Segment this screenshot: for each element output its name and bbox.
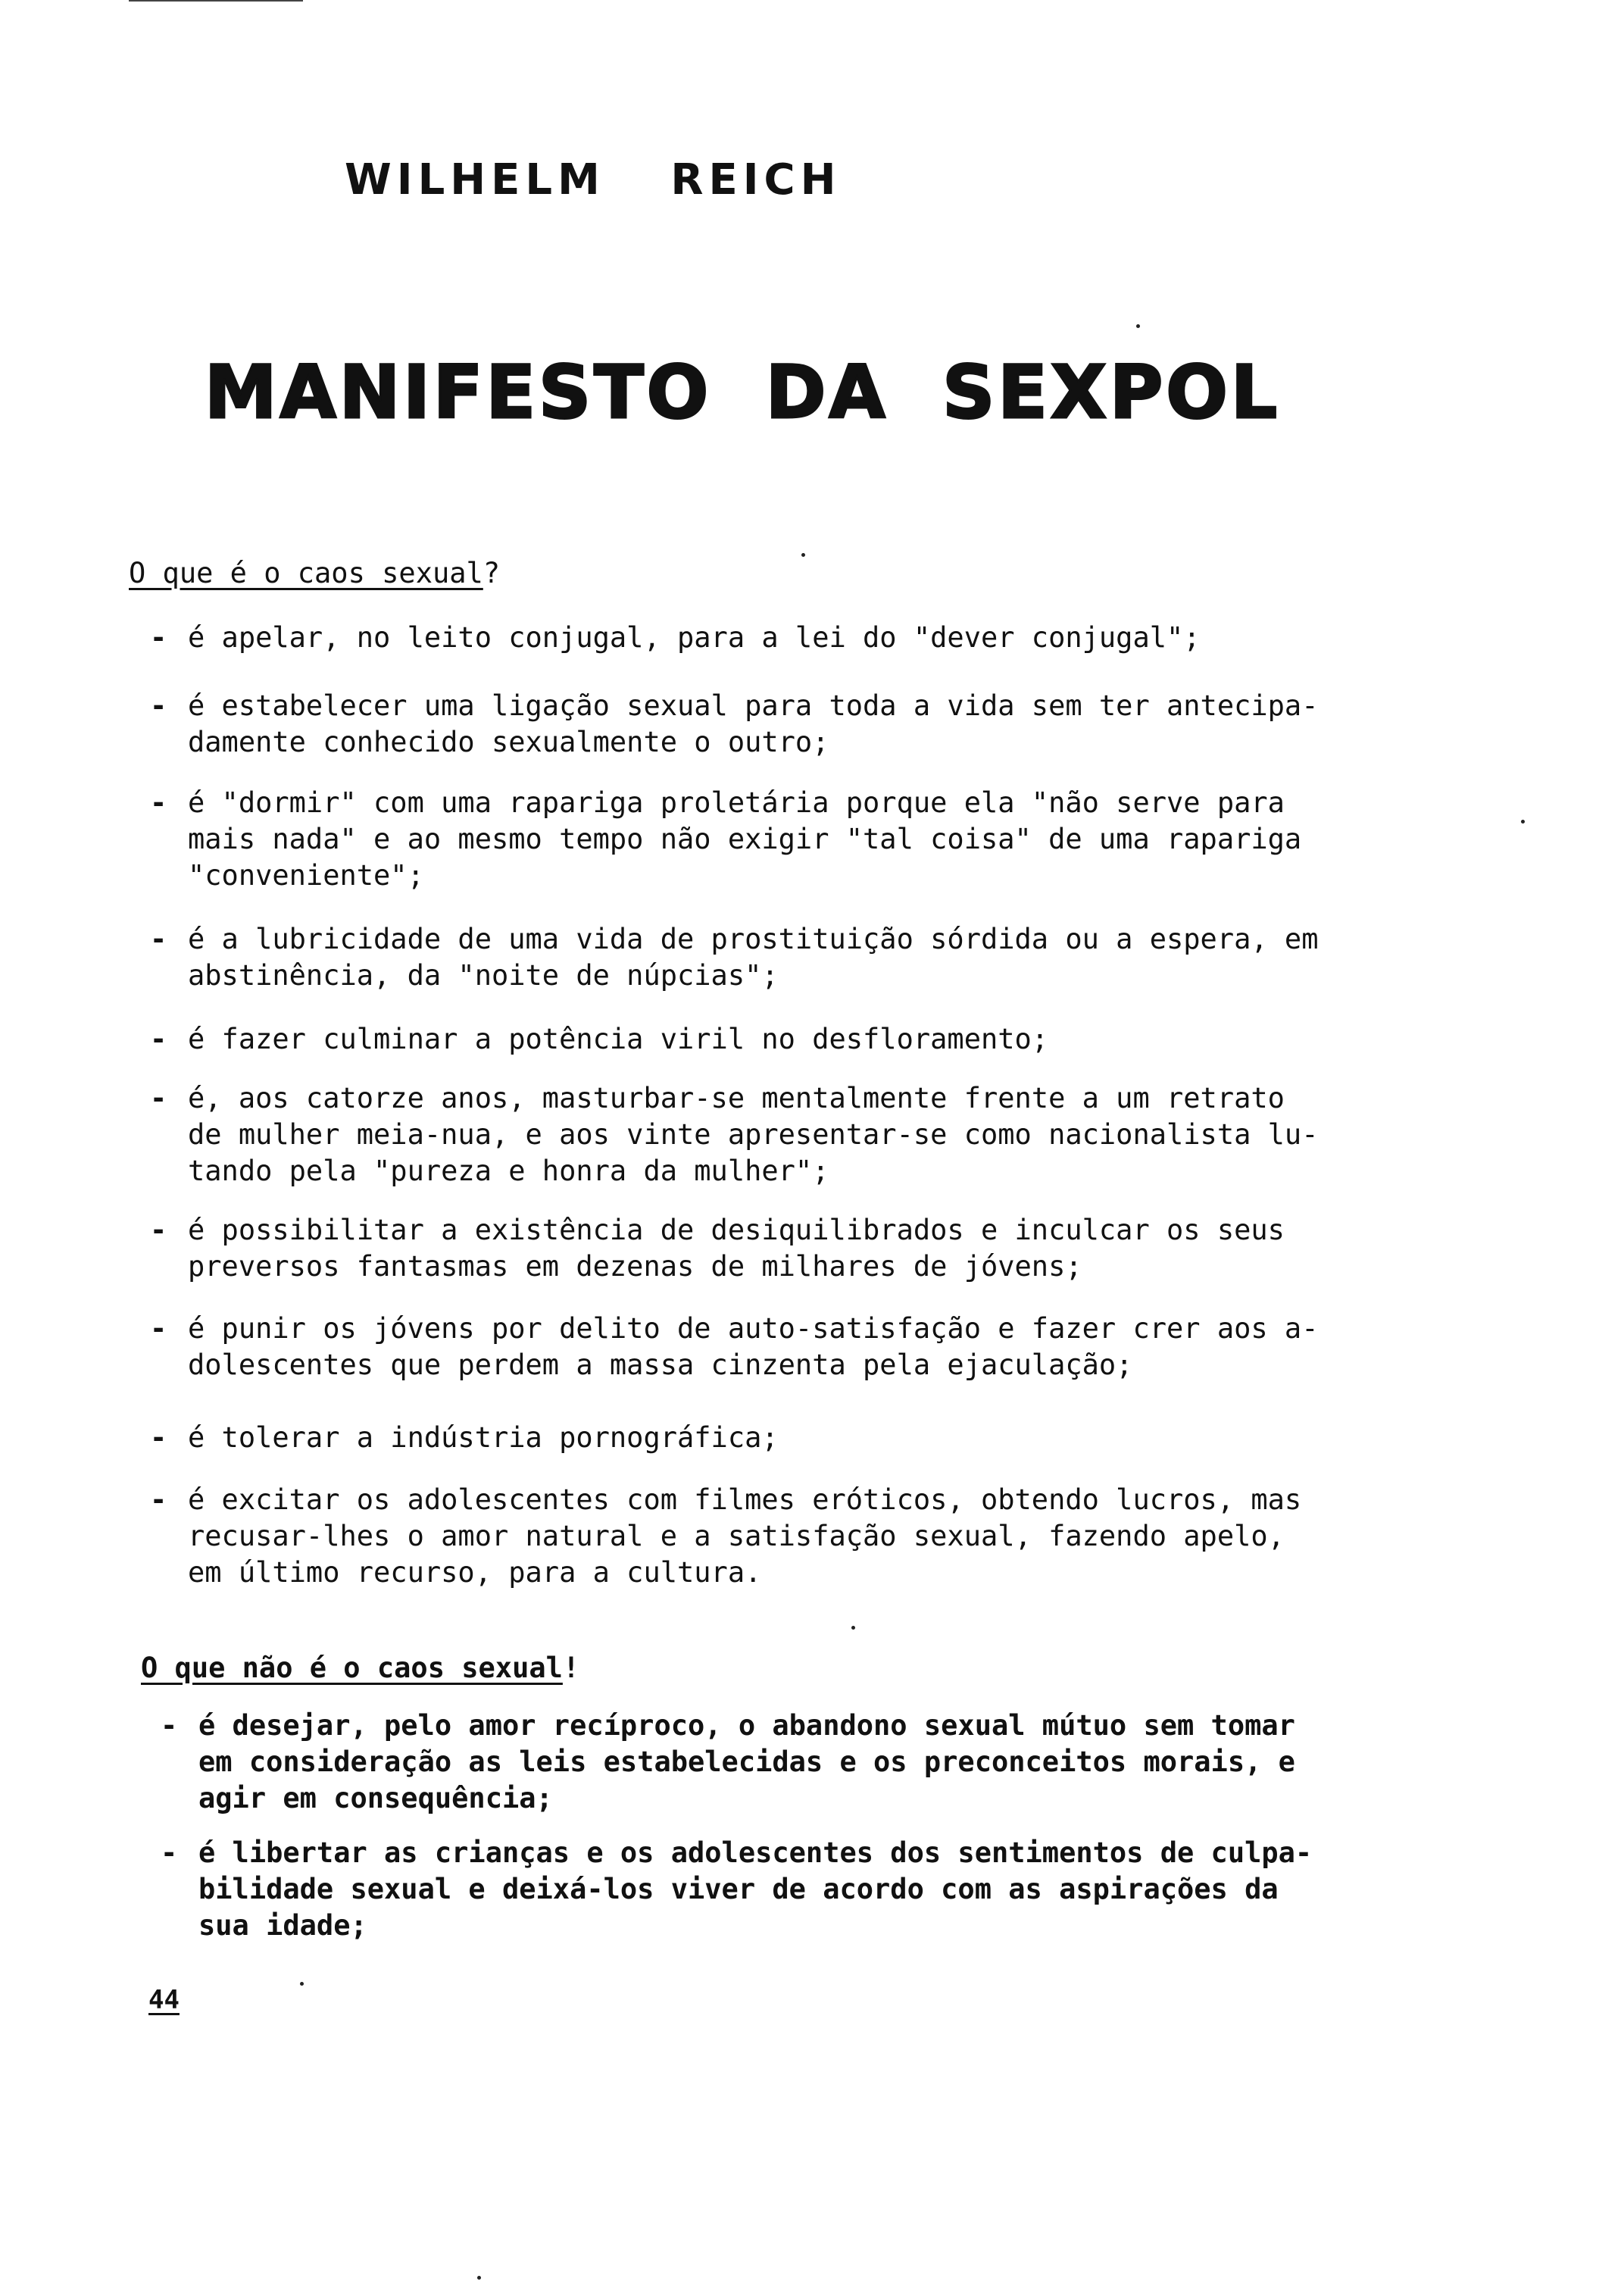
list-item-text: é libertar as crianças e os adolescentes dos sentimentos de culpa- bilidade sexual e deixá-los viver de acordo com as aspirações da sua idade; bbox=[198, 1836, 1313, 1942]
scan-speck bbox=[801, 553, 805, 557]
bullet-dash: - bbox=[150, 786, 167, 819]
page-number: 44 bbox=[148, 1985, 180, 2015]
section-heading-what-is bbox=[129, 557, 500, 589]
bullet-dash: - bbox=[150, 1214, 167, 1246]
bullet-dash: - bbox=[150, 689, 167, 722]
bullet-dash: - bbox=[150, 621, 167, 654]
list-item bbox=[150, 785, 1438, 894]
document-title: MANIFESTO DA SEXPOL bbox=[205, 350, 1280, 435]
list-item-text: é, aos catorze anos, masturbar-se mentalmente frente a um retrato de mulher meia-nua, e aos vinte apresentar-se como nacionalista lu- tando pela "pureza e honra da mulher"; bbox=[188, 1082, 1319, 1187]
bullet-dash: - bbox=[161, 1836, 178, 1869]
list-item-text: é punir os jóvens por delito de auto-satisfação e fazer crer aos a- dolescentes que perdem a massa cinzenta pela ejaculação; bbox=[188, 1312, 1319, 1381]
list-item-text: é fazer culminar a potência viril no desfloramento; bbox=[188, 1023, 1049, 1055]
list-item bbox=[161, 1708, 1448, 1817]
list-item bbox=[150, 1212, 1438, 1285]
list-item-text: é possibilitar a existência de desiquilibrados e inculcar os seus preversos fantasmas em dezenas de milhares de jóvens; bbox=[188, 1214, 1285, 1283]
bullet-dash: - bbox=[161, 1709, 178, 1742]
list-item bbox=[150, 1482, 1438, 1591]
list-item-text: é a lubricidade de uma vida de prostituição sórdida ou a espera, em abstinência, da "noite de núpcias"; bbox=[188, 923, 1319, 992]
section-heading-text: O que é o caos sexual bbox=[129, 557, 483, 589]
scan-speck bbox=[851, 1626, 855, 1630]
scan-speck bbox=[1521, 820, 1525, 824]
bullet-dash: - bbox=[150, 923, 167, 955]
list-item bbox=[150, 620, 1438, 656]
list-item bbox=[150, 1021, 1438, 1058]
scan-speck bbox=[300, 1982, 304, 1986]
list-item-text: é tolerar a indústria pornográfica; bbox=[188, 1421, 779, 1454]
list-item-text: é desejar, pelo amor recíproco, o abandono sexual mútuo sem tomar em consideração as leis estabelecidas e os preconceitos morais, e agir em consequência; bbox=[198, 1709, 1295, 1814]
list-item-text: é estabelecer uma ligação sexual para toda a vida sem ter antecipa- damente conhecido sexualmente o outro; bbox=[188, 689, 1319, 758]
list-item bbox=[150, 688, 1438, 761]
list-item-text: é excitar os adolescentes com filmes eróticos, obtendo lucros, mas recusar-lhes o amor natural e a satisfação sexual, fazendo apelo, em último recurso, para a cultura. bbox=[188, 1483, 1302, 1589]
author-name: WILHELM REICH bbox=[345, 155, 842, 205]
section-heading-what-is-not bbox=[141, 1652, 579, 1684]
list-item bbox=[161, 1835, 1448, 1944]
scan-speck bbox=[1136, 324, 1140, 328]
scan-speck bbox=[477, 2276, 481, 2280]
list-item bbox=[150, 921, 1438, 994]
bullet-dash: - bbox=[150, 1082, 167, 1114]
top-scan-rule bbox=[129, 0, 303, 2]
bullet-dash: - bbox=[150, 1023, 167, 1055]
bullet-dash: - bbox=[150, 1483, 167, 1516]
section-heading-text: O que não é o caos sexual bbox=[141, 1652, 563, 1684]
list-item-text: é apelar, no leito conjugal, para a lei do "dever conjugal"; bbox=[188, 621, 1201, 654]
list-item bbox=[150, 1311, 1438, 1383]
list-item-text: é "dormir" com uma rapariga proletária porque ela "não serve para mais nada" e ao mesmo tempo não exigir "tal coisa" de uma rapariga "conveniente"; bbox=[188, 786, 1302, 892]
bullet-dash: - bbox=[150, 1312, 167, 1345]
bullet-dash: - bbox=[150, 1421, 167, 1454]
list-item bbox=[150, 1420, 1438, 1456]
section-heading-punct: ! bbox=[562, 1652, 580, 1684]
list-item bbox=[150, 1080, 1438, 1189]
section-heading-punct: ? bbox=[483, 557, 501, 589]
